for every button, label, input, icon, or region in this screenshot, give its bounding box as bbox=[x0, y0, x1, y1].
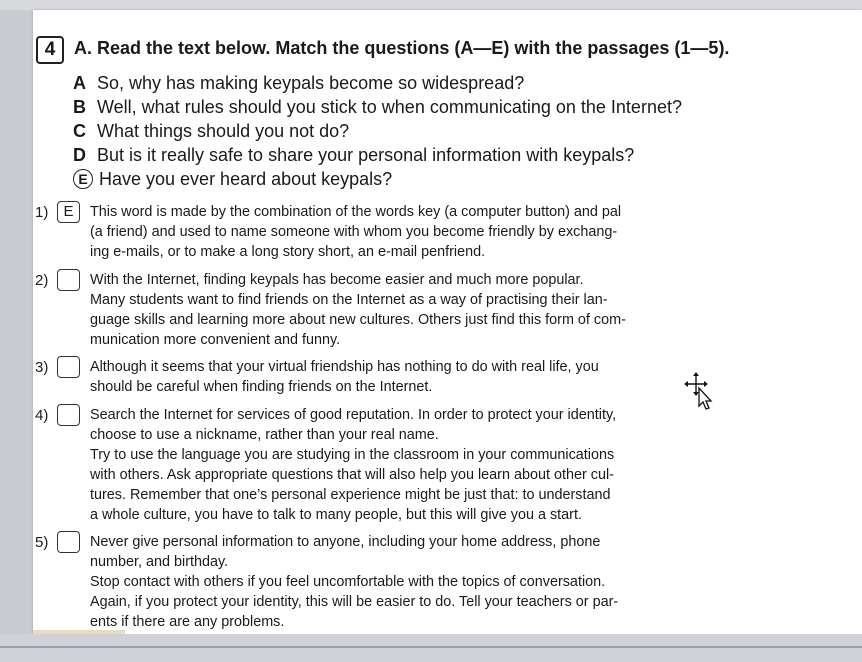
question-text: So, why has making keypals become so widespread? bbox=[97, 73, 525, 93]
passage-number: 1) bbox=[35, 204, 49, 221]
passage-line: This word is made by the combination of the words key (a computer button) and pal bbox=[90, 204, 622, 220]
question-b bbox=[73, 97, 682, 119]
passage-line: with others. Ask appropriate questions that will also help you learn about other cul- bbox=[90, 467, 614, 483]
passage-text bbox=[90, 357, 690, 397]
passage-text bbox=[90, 532, 690, 632]
passage-number: 3) bbox=[35, 359, 49, 376]
passage-line: ing e-mails, or to make a long story short, an e-mail penfriend. bbox=[90, 244, 486, 260]
question-c bbox=[73, 121, 349, 143]
passage-number: 4) bbox=[35, 407, 49, 424]
question-letter: B bbox=[73, 97, 86, 117]
passage-line: With the Internet, finding keypals has become easier and much more popular. bbox=[90, 272, 584, 288]
passage-number: 2) bbox=[35, 272, 49, 289]
passage-line: choose to use a nickname, rather than your real name. bbox=[90, 427, 439, 443]
task-title: A. Read the text below. Match the questions (A—E) with the passages (1—5). bbox=[74, 38, 730, 58]
answer-box[interactable] bbox=[57, 356, 80, 378]
passage-line: munication more convenient and funny. bbox=[90, 332, 341, 348]
passage-line: Stop contact with others if you feel uncomfortable with the topics of conversation. bbox=[90, 574, 606, 590]
mouse-cursor-icon bbox=[683, 372, 715, 412]
passage-line: guage skills and learning more about new cultures. Others just find this form of com- bbox=[90, 312, 626, 328]
question-letter: A bbox=[73, 73, 86, 93]
passage-line: Try to use the language you are studying in the classroom in your communications bbox=[90, 447, 615, 463]
passage-line: Again, if you protect your identity, this will be easier to do. Tell your teachers or par- bbox=[90, 594, 619, 610]
question-text: Have you ever heard about keypals? bbox=[99, 169, 393, 189]
question-e bbox=[73, 169, 392, 191]
question-text: What things should you not do? bbox=[97, 121, 350, 141]
passage-line: Many students want to find friends on the Internet as a way of practising their lan- bbox=[90, 292, 608, 308]
passage-line: ents if there are any problems. bbox=[90, 614, 285, 630]
passage-line: number, and birthday. bbox=[90, 554, 229, 570]
passage-text bbox=[90, 405, 690, 525]
passage-line: (a friend) and used to name someone with whom you become friendly by exchang- bbox=[90, 224, 618, 240]
answer-box[interactable] bbox=[57, 531, 80, 553]
passage-text bbox=[90, 202, 690, 262]
question-a bbox=[73, 73, 524, 95]
question-letter: D bbox=[73, 145, 86, 165]
question-text: But is it really safe to share your personal information with keypals? bbox=[97, 145, 635, 165]
answer-box[interactable]: E bbox=[57, 201, 80, 223]
passage-line: tures. Remember that one’s personal experience might be just that: to understand bbox=[90, 487, 611, 503]
passage-line: Never give personal information to anyone, including your home address, phone bbox=[90, 534, 601, 550]
passage-number: 5) bbox=[35, 534, 49, 551]
answer-box[interactable] bbox=[57, 269, 80, 291]
bottom-divider bbox=[0, 646, 862, 648]
question-letter: C bbox=[73, 121, 86, 141]
passage-line: a whole culture, you have to talk to many people, but this will give you a start. bbox=[90, 507, 582, 523]
question-d bbox=[73, 145, 634, 167]
task-number-box: 4 bbox=[36, 36, 64, 64]
answer-box[interactable] bbox=[57, 404, 80, 426]
passage-line: Search the Internet for services of good reputation. In order to protect your identity, bbox=[90, 407, 617, 423]
passage-line: Although it seems that your virtual friendship has nothing to do with real life, you bbox=[90, 359, 599, 375]
top-strip bbox=[0, 0, 862, 10]
question-text: Well, what rules should you stick to when communicating on the Internet? bbox=[97, 97, 682, 117]
question-letter-circled: E bbox=[73, 169, 93, 189]
passage-text bbox=[90, 270, 690, 350]
bottom-strip bbox=[0, 634, 862, 662]
passage-line: should be careful when finding friends on the Internet. bbox=[90, 379, 433, 395]
